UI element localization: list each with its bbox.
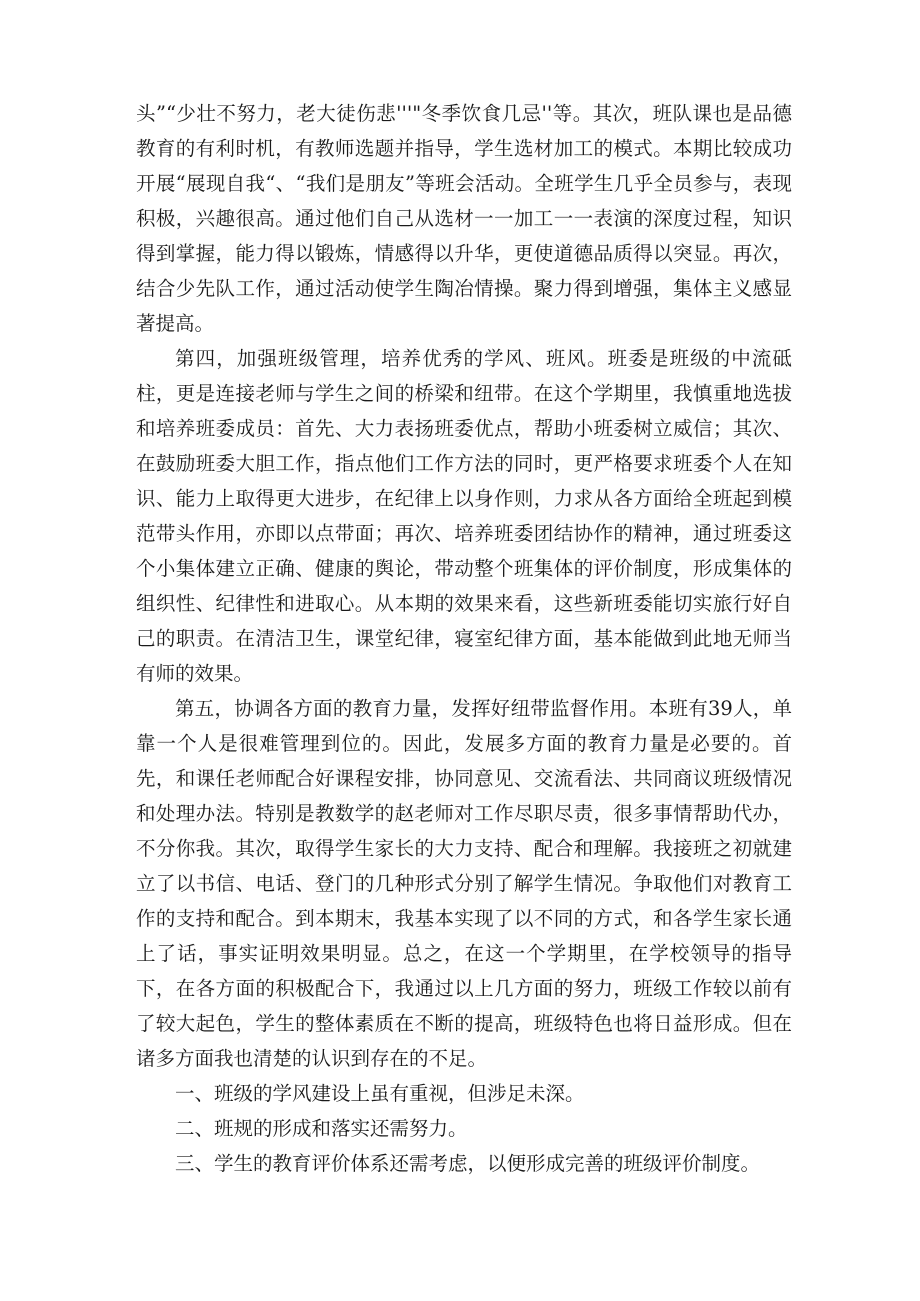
- shortcoming-item-2: 二、班规的形成和落实还需努力。: [175, 1117, 468, 1140]
- shortcoming-item-3: 三、学生的教育评价体系还需考虑，以便形成完善的班级评价制度。: [175, 1152, 761, 1175]
- shortcoming-item-1: 一、班级的学风建设上虽有重视，但涉足未深。: [175, 1082, 585, 1105]
- paragraph-1: 头”“少壮不努力，老大徒伤悲'''"冬季饮食几忌''等。其次，班队课也是品德教育的有利时机，有教师选题并指导，学生选材加工的模式。本期比较成功开展“展现自我“、“我们是朋友”等班会活动。全班学生几乎全员参与，表现积极，兴趣很高。通过他们自己从选材一一加工一一表演的深度过程，知识得到掌握，能力得以锻炼，情感得以升华，更使道德品质得以突显。再次，结合少先队工作，通过活动使学生陶冶情操。聚力得到增强，集体主义感显著提高。: [136, 102, 792, 335]
- document-page: [136, 96, 792, 1181]
- paragraph-fifth-point: 第五，协调各方面的教育力量，发挥好纽带监督作用。本班有39人，单靠一个人是很难管理到位的。因此，发展多方面的教育力量是必要的。首先，和课任老师配合好课程安排，协同意见、交流看法、共同商议班级情况和处理办法。特别是教数学的赵老师对工作尽职尽责，很多事情帮助代办，不分你我。其次，取得学生家长的大力支持、配合和理解。我接班之初就建立了以书信、电话、登门的几种形式分别了解学生情况。争取他们对教育工作的支持和配合。到本期末，我基本实现了以不同的方式，和各学生家长通上了话，事实证明效果明显。总之，在这一个学期里，在学校领导的指导下，在各方面的积极配合下，我通过以上几方面的努力，班级工作较以前有了较大起色，学生的整体素质在不断的提高，班级特色也将日益形成。但在诸多方面我也清楚的认识到存在的不足。: [136, 697, 792, 1070]
- paragraph-fourth-point: 第四，加强班级管理，培养优秀的学风、班风。班委是班级的中流砥柱，更是连接老师与学生之间的桥梁和纽带。在这个学期里，我慎重地选拔和培养班委成员：首先、大力表扬班委优点，帮助小班委树立威信；其次、在鼓励班委大胆工作，指点他们工作方法的同时，更严格要求班委个人在知识、能力上取得更大进步，在纪律上以身作则，力求从各方面给全班起到模范带头作用，亦即以点带面；再次、培养班委团结协作的精神，通过班委这个小集体建立正确、健康的舆论，带动整个班集体的评价制度，形成集体的组织性、纪律性和进取心。从本期的效果来看，这些新班委能切实旅行好自己的职责。在清洁卫生，课堂纪律，寝室纪律方面，基本能做到此地无师当有师的效果。: [136, 347, 792, 685]
